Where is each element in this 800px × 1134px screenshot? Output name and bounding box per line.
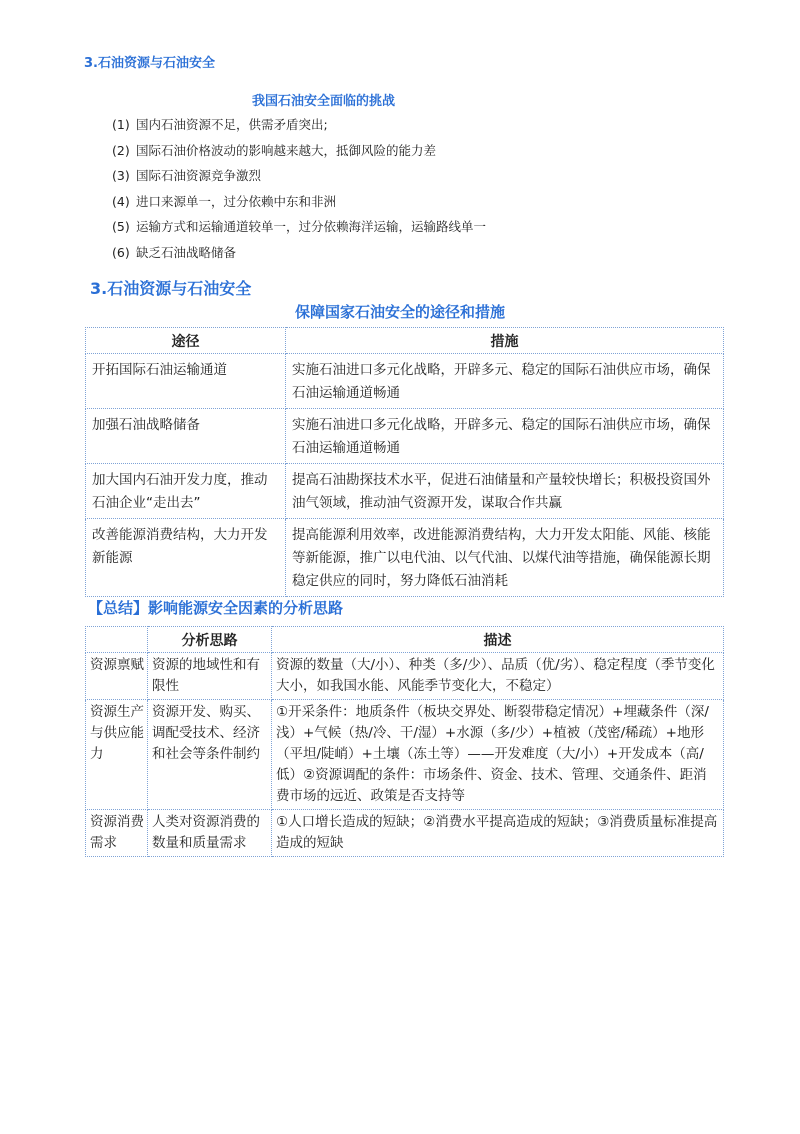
challenges-list	[112, 112, 486, 266]
table-cell: ①开采条件：地质条件（板块交界处、断裂带稳定情况）+埋藏条件（深/浅）+气候（热/冷、干/湿）+水源（多/少）+植被（茂密/稀疏）+地形（平坦/陡峭）+土壤（冻土等）——开发难度（大/小）+开发成本（高/低）②资源调配的条件：市场条件、资金、技术、管理、交通条件、距消费市场的远近、政策是否支持等	[272, 700, 724, 810]
table-cell: 资源消费需求	[86, 810, 148, 857]
header-cell: 措施	[286, 328, 724, 354]
header-cell: 分析思路	[148, 627, 272, 653]
header-cell	[86, 627, 148, 653]
table-header-row	[86, 627, 724, 653]
table-row	[86, 409, 724, 464]
header-cell: 描述	[272, 627, 724, 653]
table-cell: 加大国内石油开发力度，推动石油企业“走出去”	[86, 464, 286, 519]
table-cell: 资源的数量（大/小）、种类（多/少）、品质（优/劣）、稳定程度（季节变化大小，如我国水能、风能季节变化大，不稳定）	[272, 653, 724, 700]
table-cell: 提高能源利用效率，改进能源消费结构，大力开发太阳能、风能、核能等新能源，推广以电代油、以气代油、以煤代油等措施，确保能源长期稳定供应的同时，努力降低石油消耗	[286, 519, 724, 597]
summary-title: 【总结】影响能源安全因素的分析思路	[88, 599, 344, 617]
table-cell: 开拓国际石油运输通道	[86, 354, 286, 409]
table-row	[86, 700, 724, 810]
challenges-title: 我国石油安全面临的挑战	[252, 94, 396, 109]
table-row	[86, 354, 724, 409]
measures-table	[85, 327, 724, 597]
table-cell: ①人口增长造成的短缺；②消费水平提高造成的短缺；③消费质量标准提高造成的短缺	[272, 810, 724, 857]
table-header-row	[86, 328, 724, 354]
list-item: (5) 运输方式和运输通道较单一，过分依赖海洋运输，运输路线单一	[112, 219, 487, 235]
list-item: (2) 国际石油价格波动的影响越来越大，抵御风险的能力差	[112, 142, 437, 158]
summary-table	[85, 626, 724, 857]
table-cell: 实施石油进口多元化战略，开辟多元、稳定的国际石油供应市场，确保石油运输通道畅通	[286, 354, 724, 409]
table-cell: 加强石油战略储备	[86, 409, 286, 464]
table-cell: 实施石油进口多元化战略，开辟多元、稳定的国际石油供应市场，确保石油运输通道畅通	[286, 409, 724, 464]
section-heading-small: 3.石油资源与石油安全	[84, 56, 215, 71]
table-row	[86, 653, 724, 700]
table-cell: 改善能源消费结构，大力开发新能源	[86, 519, 286, 597]
header-cell: 途径	[86, 328, 286, 354]
table-cell: 资源禀赋	[86, 653, 148, 700]
table-row	[86, 519, 724, 597]
section-heading-large: 3.石油资源与石油安全	[90, 279, 252, 298]
table-row	[86, 464, 724, 519]
measures-table-title: 保障国家石油安全的途径和措施	[294, 303, 505, 321]
list-item: (6) 缺乏石油战略储备	[112, 244, 237, 260]
list-item: (1) 国内石油资源不足，供需矛盾突出;	[112, 117, 328, 132]
table-cell: 资源生产与供应能力	[86, 700, 148, 810]
table-cell: 提高石油勘探技术水平，促进石油储量和产量较快增长；积极投资国外油气领域，推动油气资源开发，谋取合作共赢	[286, 464, 724, 519]
table-cell: 资源开发、购买、调配受技术、经济和社会等条件制约	[148, 700, 272, 810]
table-row	[86, 810, 724, 857]
table-cell: 资源的地域性和有限性	[148, 653, 272, 700]
list-item: (3) 国际石油资源竞争激烈	[112, 168, 262, 184]
table-cell: 人类对资源消费的数量和质量需求	[148, 810, 272, 857]
list-item: (4) 进口来源单一，过分依赖中东和非洲	[112, 193, 337, 209]
